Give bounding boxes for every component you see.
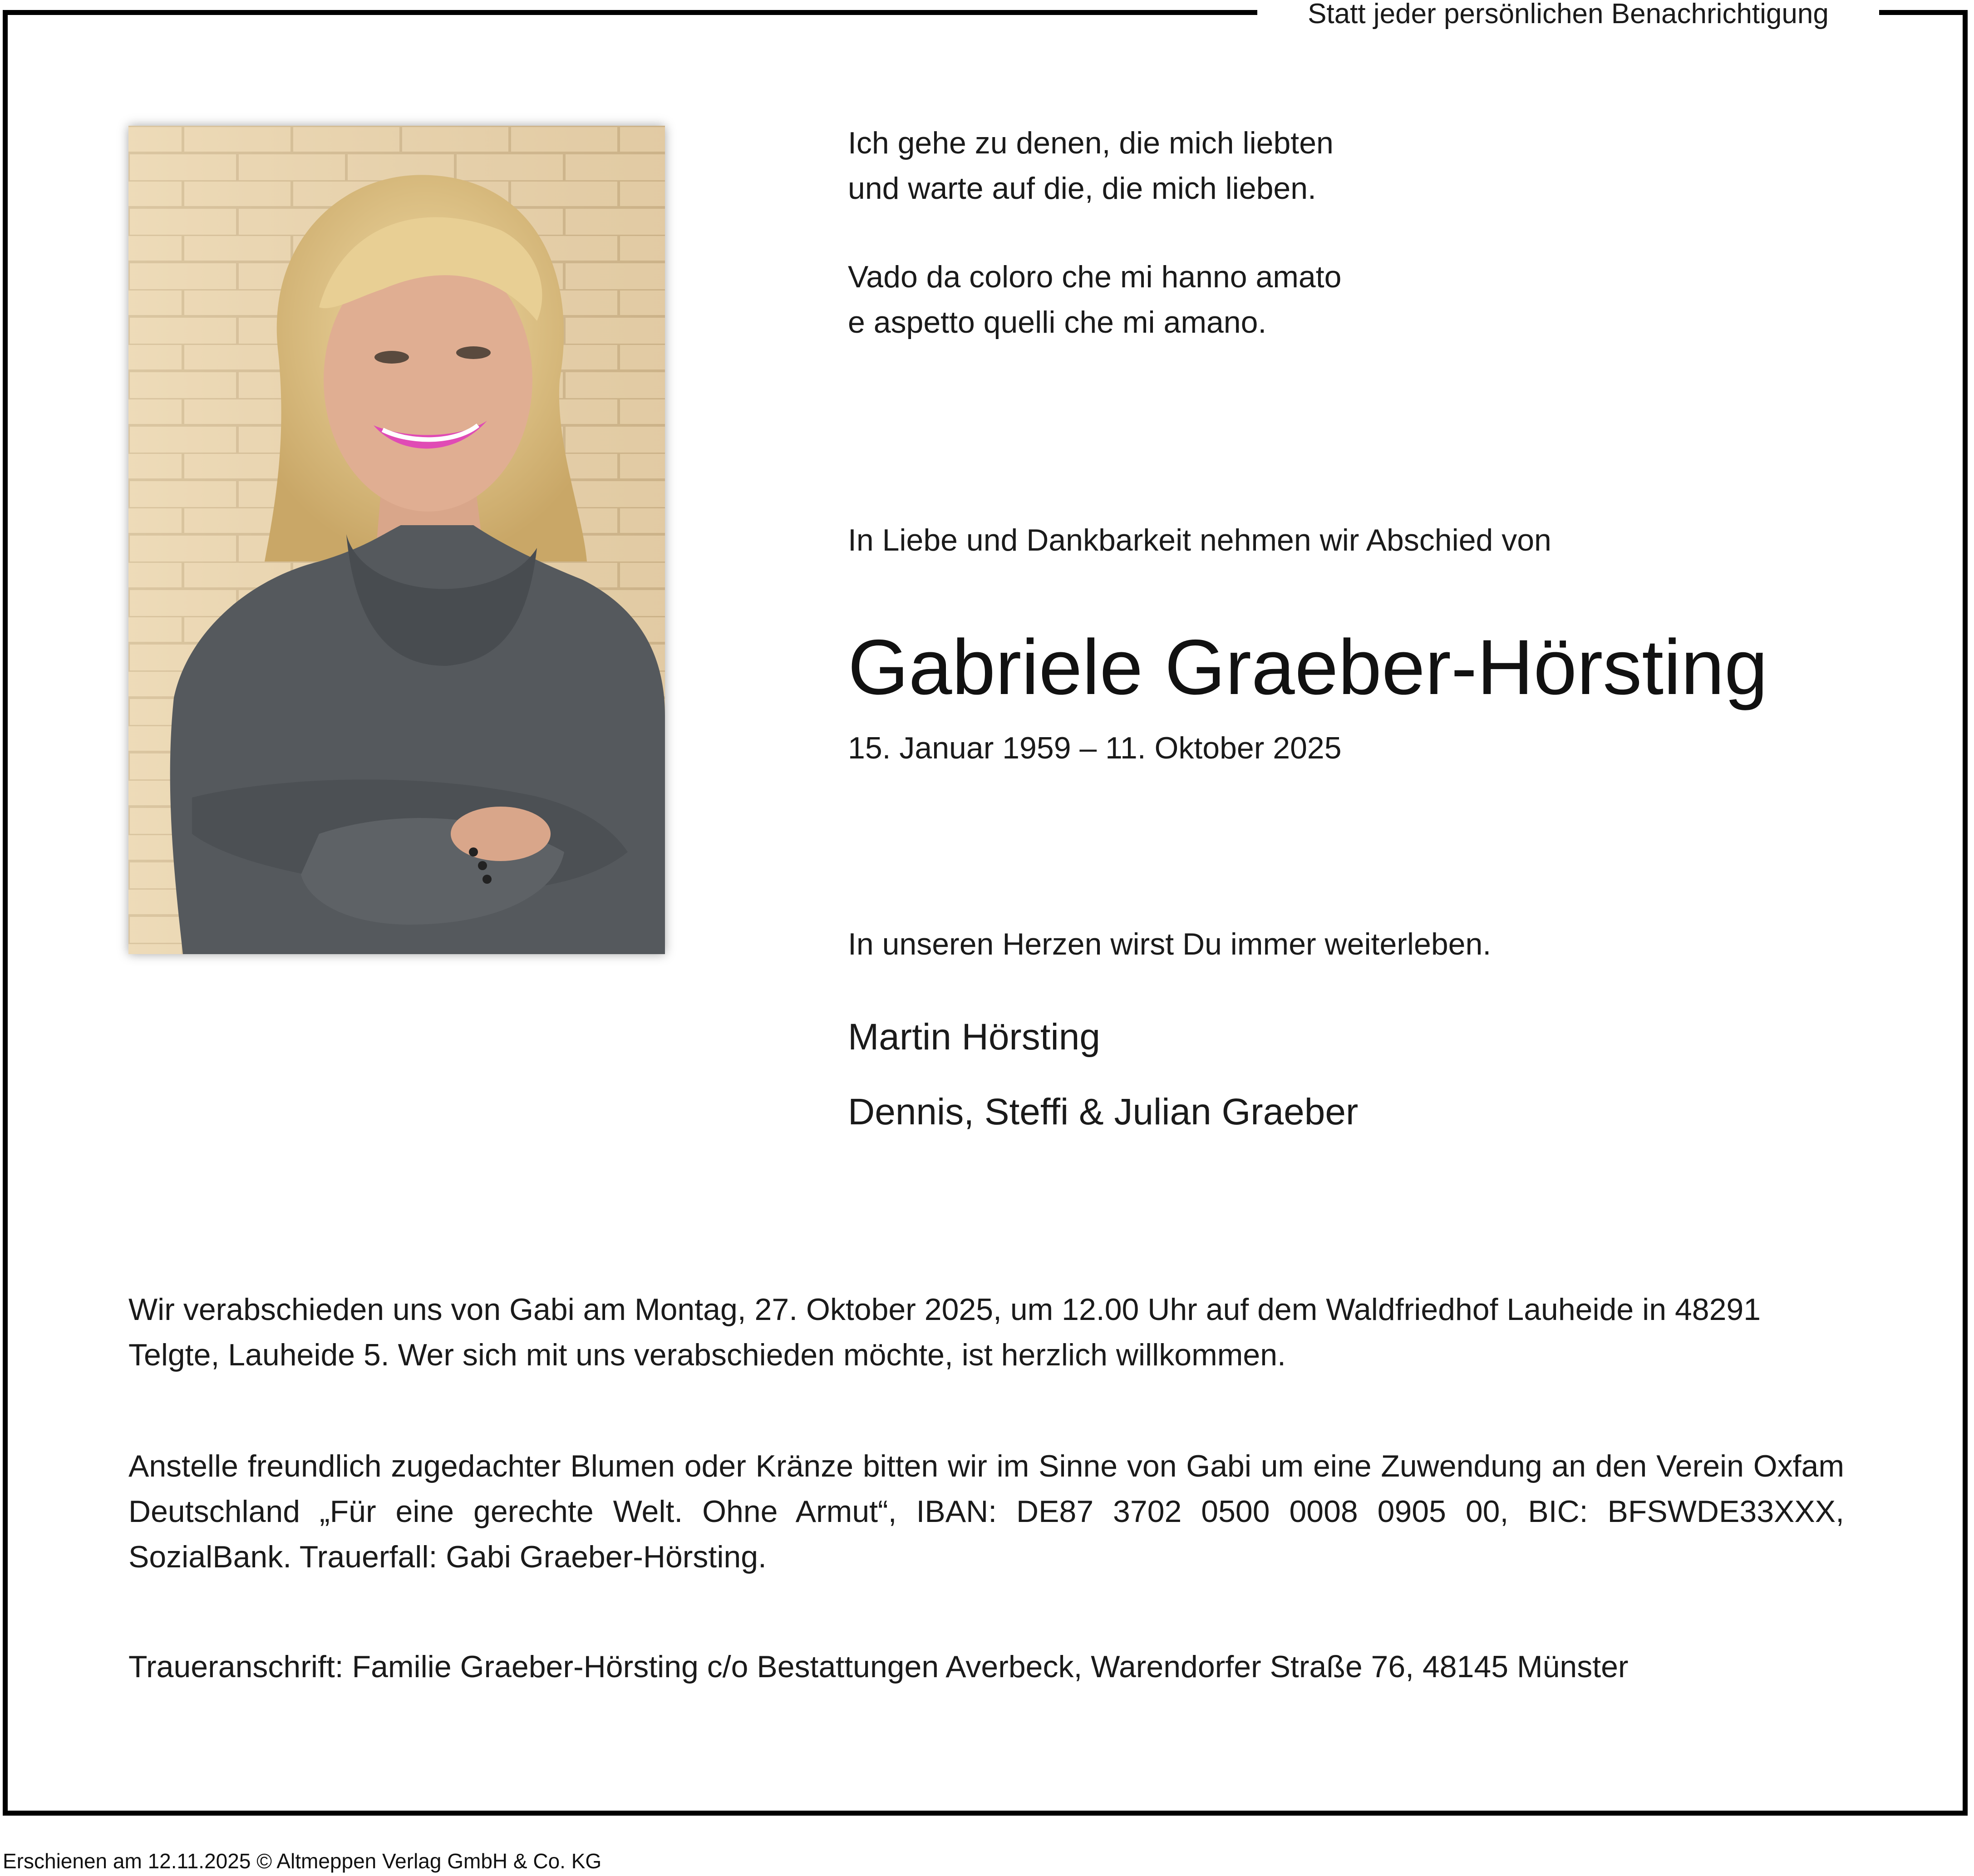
quote-german-line-1: Ich gehe zu denen, die mich liebten — [848, 126, 1334, 160]
quote-italian-line-2: e aspetto quelli che mi amano. — [848, 305, 1267, 340]
farewell-intro: In Liebe und Dankbarkeit nehmen wir Abschied von — [848, 523, 1551, 557]
publication-footer: Erschienen am 12.11.2025 © Altmeppen Verlag GmbH & Co. KG — [3, 1849, 602, 1873]
funeral-details: Wir verabschieden uns von Gabi am Montag, 27. Oktober 2025, um 12.00 Uhr auf dem Waldfriedhof Lauheide in 48291 Telgte, Lauheide 5. Wer sich mit uns verabschieden möchte, ist herzlich willkommen. — [128, 1292, 1761, 1372]
quote-german — [848, 120, 1334, 211]
mourner-name: Dennis, Steffi & Julian Graeber — [848, 1091, 1359, 1132]
mourning-address: Traueranschrift: Familie Graeber-Hörsting c/o Bestattungen Averbeck, Warendorfer Straße 76, 48145 Münster — [128, 1650, 1629, 1684]
quote-italian-line-1: Vado da coloro che mi hanno amato — [848, 260, 1342, 294]
quote-italian — [848, 254, 1341, 345]
portrait-illustration — [128, 126, 665, 954]
life-dates: 15. Januar 1959 – 11. Oktober 2025 — [848, 731, 1342, 765]
donation-request: Anstelle freundlich zugedachter Blumen oder Kränze bitten wir im Sinne von Gabi um eine Zuwendung an den Verein Oxfam Deutschland „Für eine gerechte Welt. Ohne Armut“, IBAN: DE87 3702 0500 0008 0905 00, BIC: BFSWDE33XXX, SozialBank. Trauerfall: Gabi Graeber-Hörsting. — [128, 1449, 1844, 1574]
mourner-name: Martin Hörsting — [848, 1016, 1100, 1058]
header-note: Statt jeder persönlichen Benachrichtigung — [1257, 0, 1879, 30]
quote-german-line-2: und warte auf die, die mich lieben. — [848, 171, 1316, 206]
closing-line: In unseren Herzen wirst Du immer weiterleben. — [848, 927, 1492, 961]
deceased-name: Gabriele Graeber-Hörsting — [848, 624, 1768, 711]
portrait-photo — [128, 126, 665, 954]
